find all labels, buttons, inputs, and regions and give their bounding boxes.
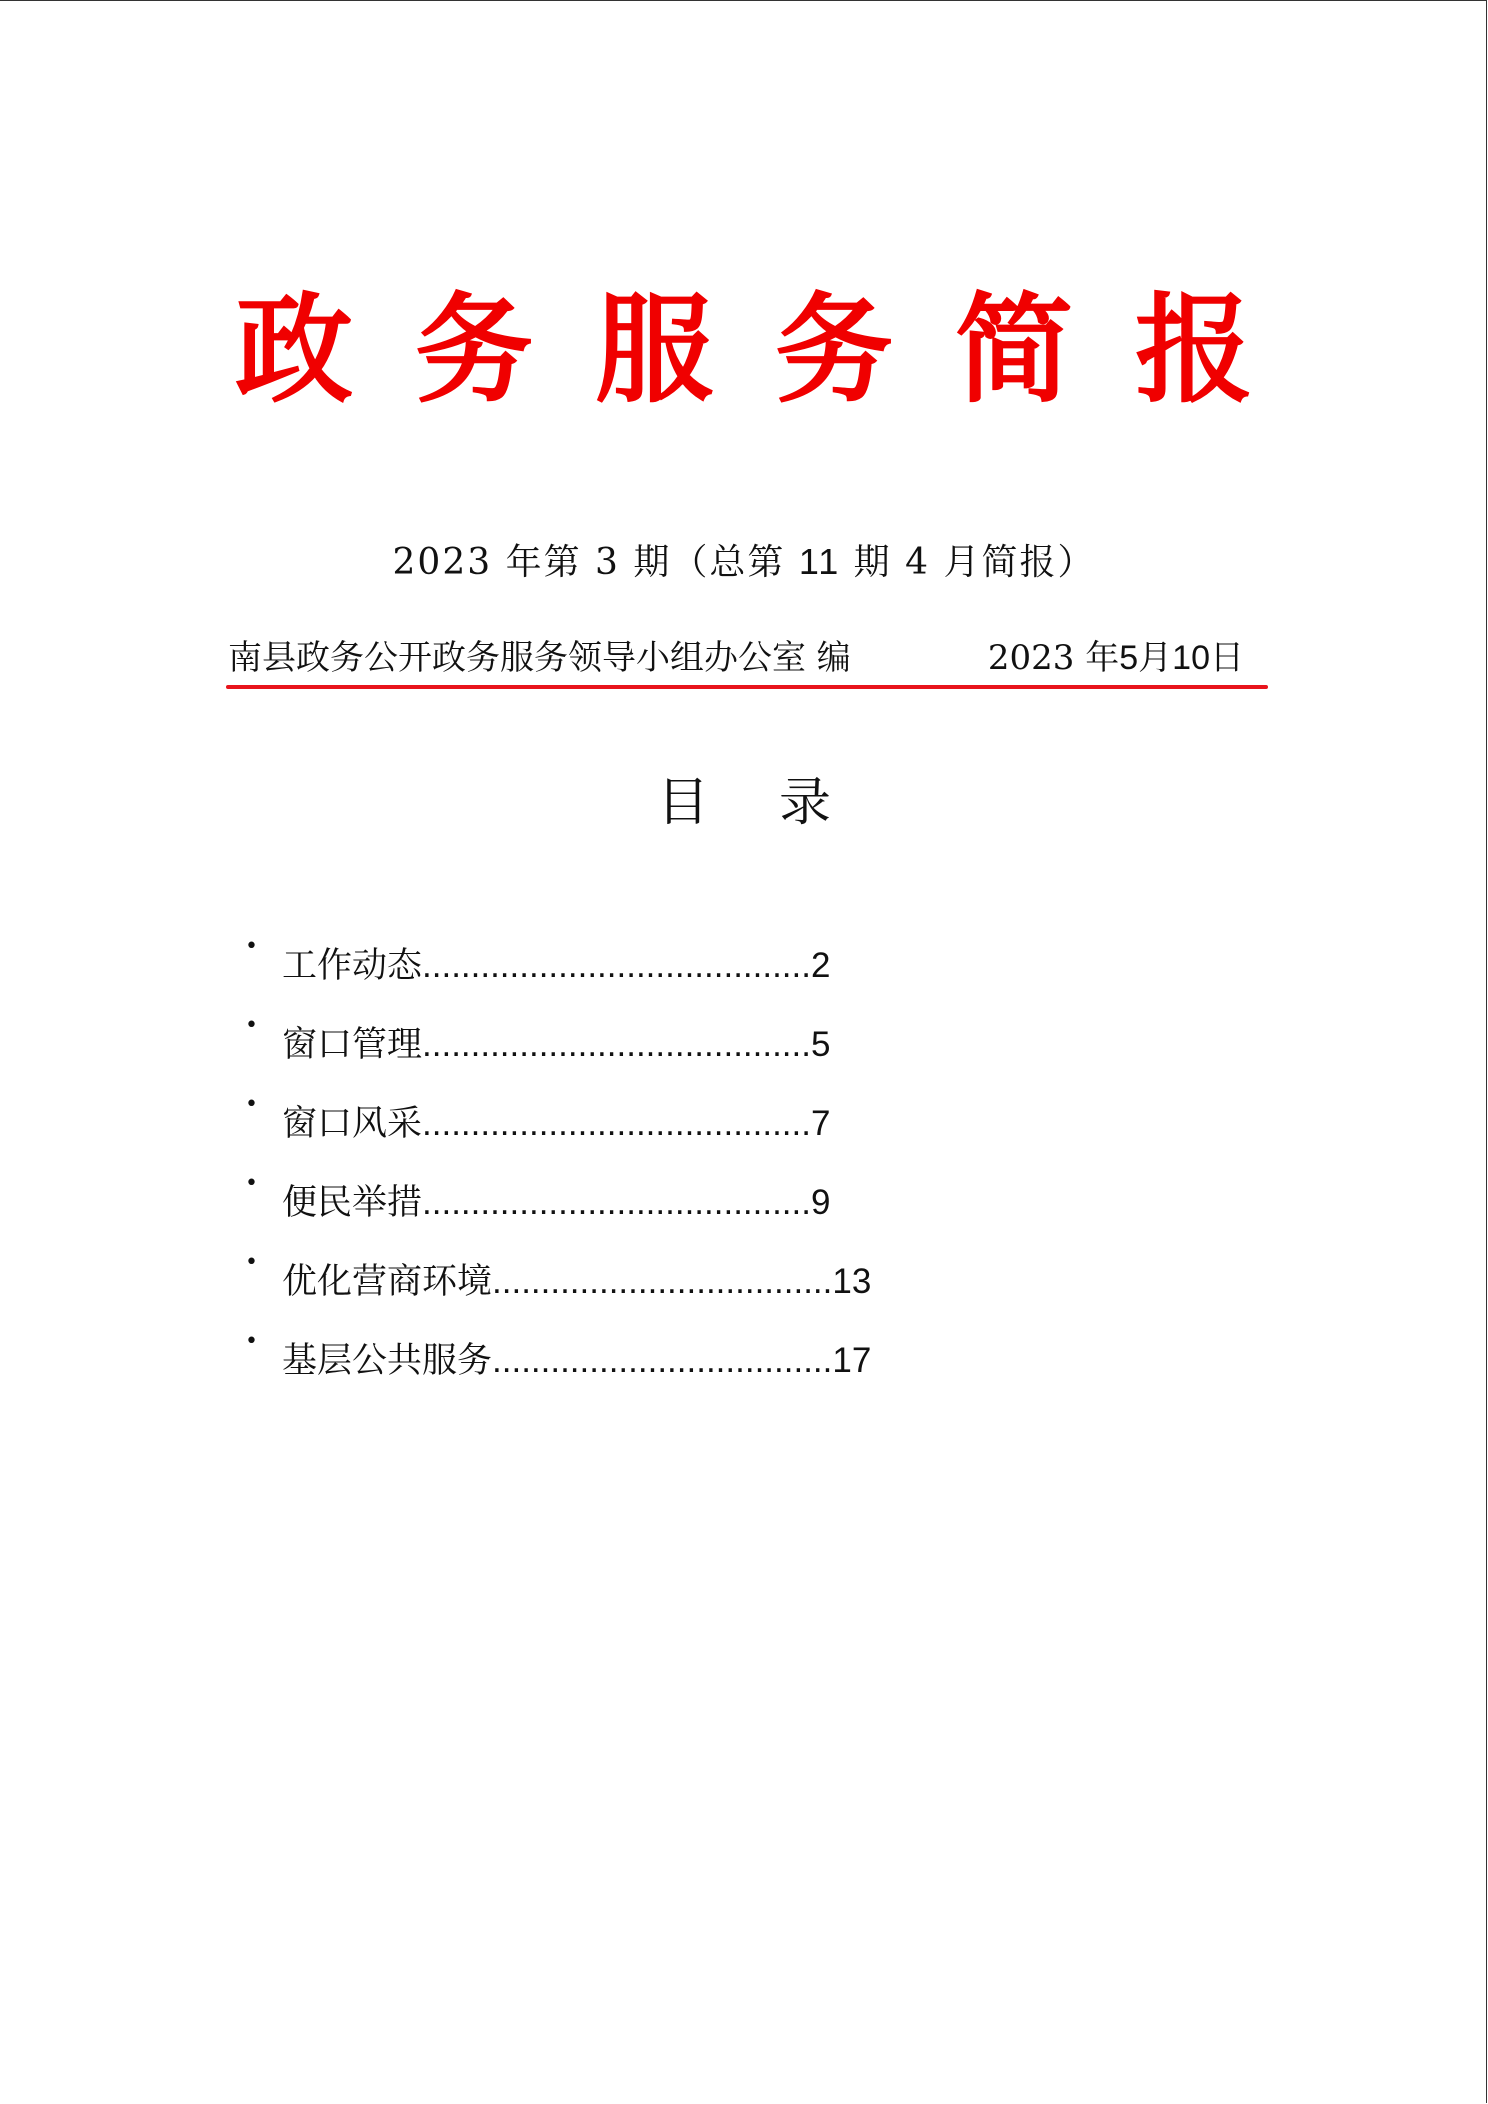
toc-leader-dots: ........................................ [422, 1104, 811, 1143]
header-divider [226, 685, 1268, 689]
issue-part1: 2023 年第 3 期（总第 [392, 542, 786, 583]
publish-date-year: 2023 年 [987, 638, 1120, 678]
bullet-icon: • [245, 1329, 258, 1354]
publish-date-month-unit: 月 [1138, 638, 1173, 678]
toc-item[interactable] [240, 1015, 1040, 1094]
bullet-icon: • [245, 1092, 258, 1117]
toc-item[interactable] [240, 1331, 1040, 1410]
editor-row [228, 628, 1264, 688]
toc-item[interactable] [240, 936, 1040, 1015]
bullet-icon: • [245, 1250, 258, 1275]
toc-leader-dots: ................................... [492, 1262, 833, 1301]
masthead-title: 政务服务简报 [234, 280, 1315, 419]
publish-date [988, 628, 1244, 688]
publish-date-day-unit: 日 [1210, 638, 1244, 678]
toc-leader-dots: ........................................ [422, 946, 811, 985]
toc-item[interactable] [240, 1094, 1040, 1173]
toc-leader-dots: ........................................ [422, 1183, 811, 1222]
bullet-icon: • [245, 1171, 258, 1196]
toc-item-label: 窗口管理 [282, 1025, 423, 1065]
toc-page-number: 7 [810, 1104, 831, 1143]
issue-part2: 期 4 月简报） [853, 542, 1096, 583]
toc-page-number: 2 [810, 946, 831, 985]
issue-total-number: 11 [798, 541, 841, 582]
toc-page-number: 5 [810, 1025, 831, 1064]
toc-item-label: 优化营商环境 [282, 1262, 493, 1302]
toc-item-label: 基层公共服务 [282, 1341, 493, 1381]
toc-item[interactable] [240, 1173, 1040, 1252]
bullet-icon: • [245, 934, 258, 959]
publish-date-month: 5 [1119, 639, 1139, 677]
toc-page-number: 9 [810, 1183, 831, 1222]
issue-line [0, 532, 1488, 593]
toc-item-label: 窗口风采 [282, 1104, 423, 1144]
editor-name: 南县政务公开政务服务领导小组办公室 编 [228, 638, 851, 678]
publish-date-day: 10 [1172, 639, 1210, 677]
toc-item-label: 工作动态 [282, 946, 423, 986]
bullet-icon: • [245, 1013, 258, 1038]
toc-leader-dots: ........................................ [422, 1025, 811, 1064]
toc-item-label: 便民举措 [282, 1183, 423, 1223]
toc-page-number: 17 [832, 1341, 872, 1380]
toc-page-number: 13 [832, 1262, 872, 1301]
toc-heading: 目录 [656, 773, 901, 833]
toc-list [240, 936, 1040, 1410]
toc-item[interactable] [240, 1252, 1040, 1331]
toc-leader-dots: ................................... [492, 1341, 833, 1380]
